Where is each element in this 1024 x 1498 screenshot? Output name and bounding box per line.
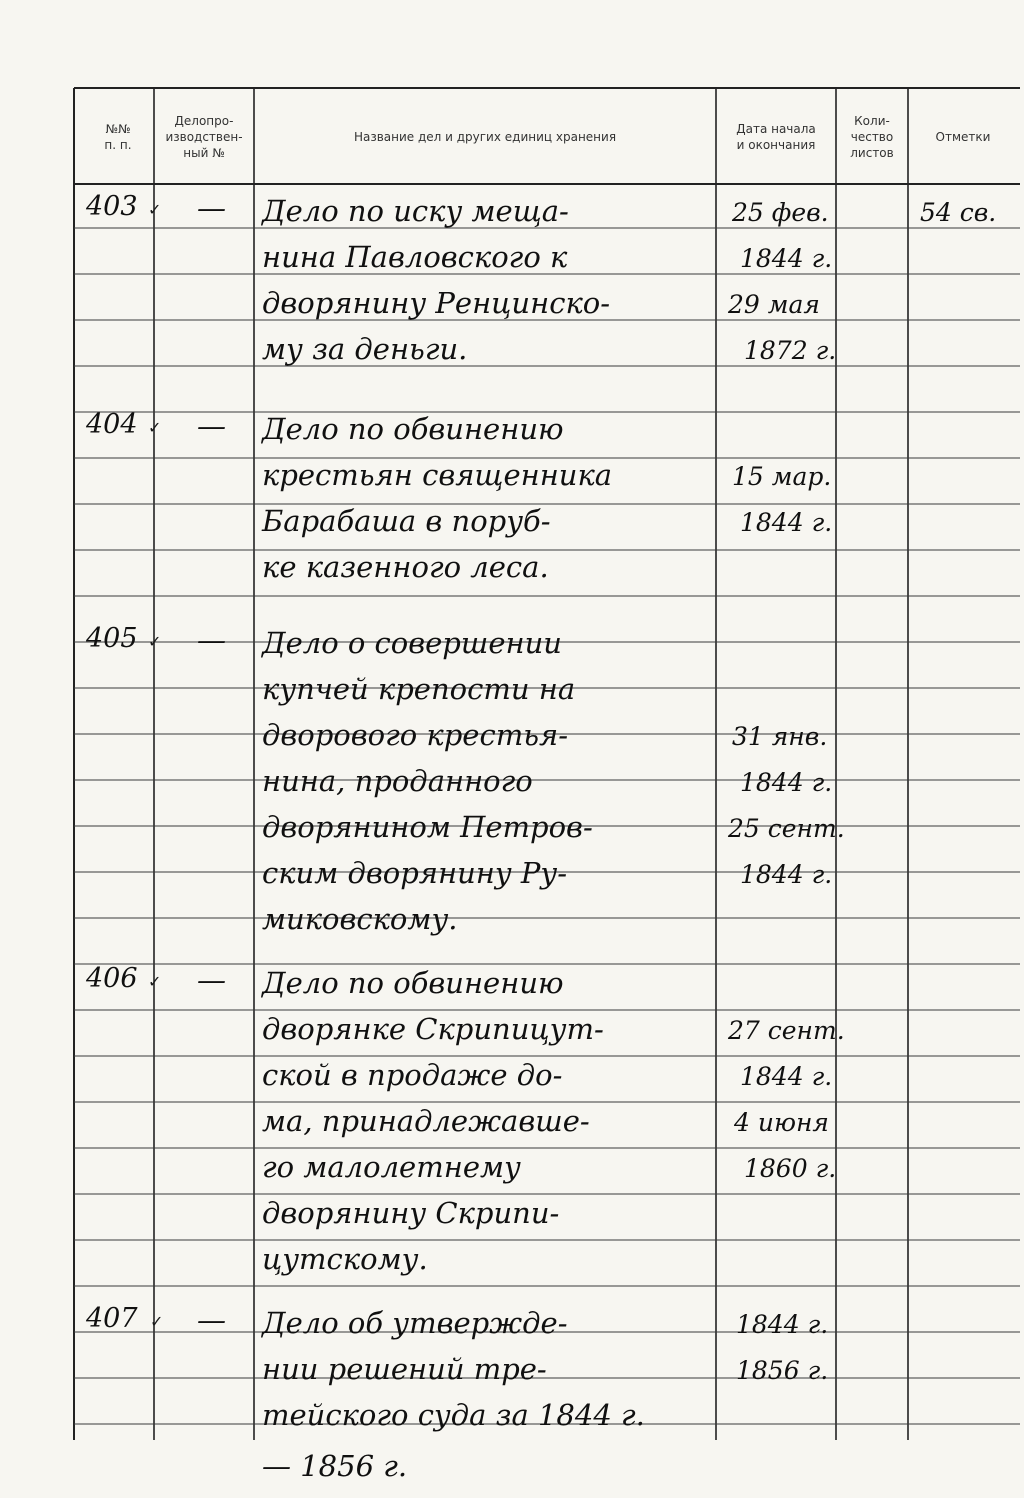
- title-line: ма, принадлежавше-: [262, 1104, 590, 1138]
- office-number: —: [197, 623, 226, 657]
- date-line: 1844 г.: [740, 1062, 833, 1091]
- title-line: нина, проданного: [262, 764, 533, 798]
- title-line: дворянином Петров-: [262, 810, 593, 844]
- title-line: купчей крепости на: [262, 672, 576, 706]
- office-number: —: [197, 409, 226, 443]
- title-line: Дело о совершении: [262, 626, 562, 660]
- date-line: 4 июня: [734, 1108, 829, 1137]
- date-line: 1860 г.: [744, 1154, 837, 1183]
- title-line: тейского суда за 1844 г.: [262, 1398, 645, 1432]
- entry-number: 407: [86, 1303, 138, 1334]
- header-col-office-number: Делопро- изводствен- ный №: [165, 113, 243, 161]
- title-line: крестьян священника: [262, 458, 613, 492]
- date-line: 25 сент.: [728, 814, 845, 843]
- entry-number: 406: [86, 963, 138, 994]
- header-col-notes: Отметки: [935, 129, 991, 144]
- date-line: 25 фев.: [732, 198, 829, 227]
- title-line: ским дворянину Ру-: [262, 856, 568, 890]
- entry-number: 403: [86, 191, 138, 222]
- date-line: 1844 г.: [740, 244, 833, 273]
- title-line: нина Павловского к: [262, 240, 568, 274]
- title-line: му за деньги.: [262, 332, 468, 366]
- title-line: дворянину Скрипи-: [262, 1196, 560, 1230]
- date-line: 1844 г.: [740, 768, 833, 797]
- date-line: 1856 г.: [736, 1356, 829, 1385]
- checkmark-icon: ✓: [150, 1312, 164, 1331]
- date-line: 15 мар.: [732, 462, 832, 491]
- header-col-sheets: Коли- чество листов: [850, 113, 894, 161]
- entry-number: 405: [86, 623, 138, 654]
- date-line: 1844 г.: [740, 860, 833, 889]
- entry-number: 404: [86, 409, 138, 440]
- checkmark-icon: ✓: [148, 972, 162, 991]
- title-line: Дело по иску меща-: [262, 194, 569, 228]
- header-col-title: Название дел и других единиц хранения: [353, 129, 617, 144]
- title-line: Дело по обвинению: [262, 966, 564, 1000]
- title-line: Дело по обвинению: [262, 412, 564, 446]
- checkmark-icon: ✓: [148, 418, 162, 437]
- office-number: —: [197, 191, 226, 225]
- note-value: 54 св.: [920, 198, 997, 227]
- date-line: 27 сент.: [728, 1016, 845, 1045]
- title-line: дворянину Ренцинско-: [262, 286, 611, 320]
- title-line: цутскому.: [262, 1242, 428, 1276]
- title-line: — 1856 г.: [262, 1449, 408, 1483]
- date-line: 31 янв.: [732, 722, 828, 751]
- header-col-number: №№ п. п.: [104, 121, 132, 152]
- date-line: 1844 г.: [736, 1310, 829, 1339]
- date-line: 29 мая: [728, 290, 820, 319]
- date-line: 1844 г.: [740, 508, 833, 537]
- office-number: —: [197, 963, 226, 997]
- office-number: —: [197, 1303, 226, 1337]
- title-line: Дело об утвержде-: [262, 1306, 568, 1340]
- title-line: дворового крестья-: [262, 718, 568, 752]
- checkmark-icon: ✓: [148, 632, 162, 651]
- title-line: нии решений тре-: [262, 1352, 547, 1386]
- checkmark-icon: ✓: [148, 200, 162, 219]
- title-line: Барабаша в поруб-: [262, 504, 551, 538]
- title-line: дворянке Скрипицут-: [262, 1012, 604, 1046]
- title-line: миковскому.: [262, 902, 458, 936]
- title-line: ской в продаже до-: [262, 1058, 563, 1092]
- title-line: го малолетнему: [262, 1150, 521, 1184]
- date-line: 1872 г.: [744, 336, 837, 365]
- title-line: ке казенного леса.: [262, 550, 549, 584]
- header-col-dates: Дата начала и окончания: [736, 121, 816, 152]
